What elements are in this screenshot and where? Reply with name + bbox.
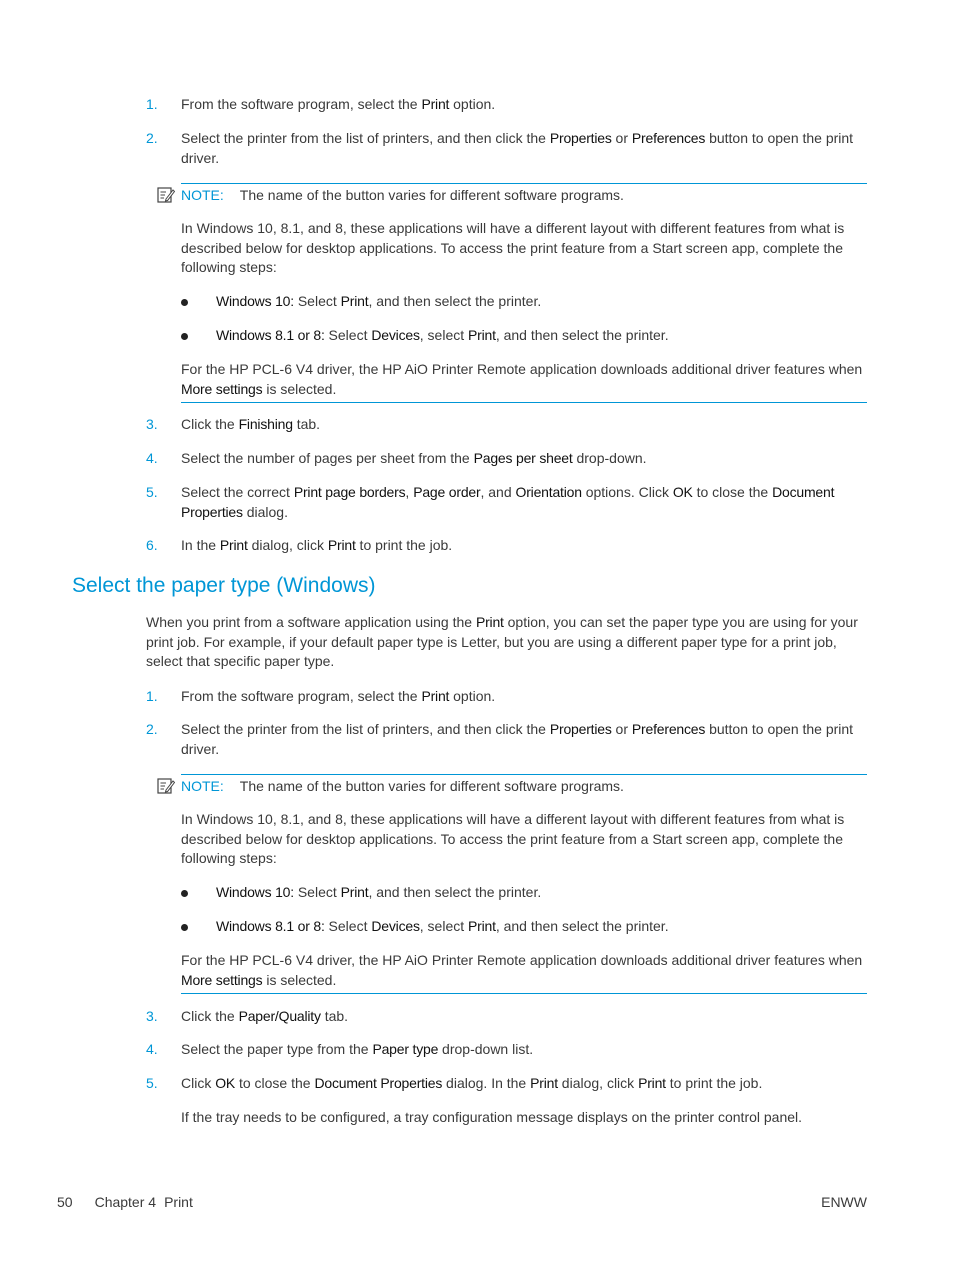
ui-term: Document Properties [314,1075,443,1091]
note-label: NOTE: [181,187,224,203]
step-text: Click the Finishing tab. [181,416,321,432]
step-number: 2. [146,130,158,146]
ui-term: Page order [413,484,481,500]
footer-section: Print [164,1194,193,1210]
bullet-dot [181,890,188,897]
ui-term: Finishing [238,416,293,432]
note-text: The name of the button varies for different software programs. [239,187,624,203]
footer-chapter: Chapter 4 [94,1194,157,1210]
step-number: 1. [146,96,158,112]
ui-term: OK [672,484,693,500]
ui-term: Paper/Quality [238,1008,321,1024]
ui-term: Devices [371,918,420,934]
step-text: Click OK to close the Document Properties dialog. In the Print dialog, click Print to print the job. [181,1075,763,1091]
step-text: Select the printer from the list of printers, and then click the Properties or Preferences button to open the print driver. [181,721,854,757]
bullet-dot [181,333,188,340]
step-number: 4. [146,450,158,466]
note-pencil-icon [157,186,175,204]
intro-paragraph: When you print from a software application using the Print option, you can set the paper type you are using for your print job. For example, if your default paper type is Letter, but you are using a different paper type for a print job, select that specific paper type. [146,614,858,669]
note-heading [181,186,624,206]
ui-term: Print [421,96,450,112]
ui-term: Print [340,884,369,900]
ui-term: Windows 8.1 or 8: [216,327,325,343]
step-number: 3. [146,416,158,432]
ui-term: Print [421,688,450,704]
step-number: 3. [146,1008,158,1024]
ui-term: Print [468,327,496,343]
note-paragraph: In Windows 10, 8.1, and 8, these applications will have a different layout with different features from what is described below for desktop applications. To access the print feature from a Start screen app, complete the following steps: [181,811,845,866]
ui-term: Print [340,293,369,309]
ui-term: Devices [371,327,420,343]
step-5-extra: If the tray needs to be configured, a tray configuration message displays on the printer control panel. [181,1109,803,1125]
bullet-dot [181,924,188,931]
step-number: 5. [146,1075,158,1091]
step-number: 1. [146,688,158,704]
ui-term: Document Properties [181,484,835,520]
step-text: From the software program, select the Print option. [181,96,496,112]
page-number: 50 [57,1194,73,1210]
note-text: The name of the button varies for different software programs. [239,778,624,794]
section-heading: Select the paper type (Windows) [72,574,376,597]
note-paragraph: For the HP PCL-6 V4 driver, the HP AiO Printer Remote application downloads additional driver features when More settings is selected. [181,952,863,988]
bullet-dot [181,299,188,306]
step-text: Select the number of pages per sheet from the Pages per sheet drop-down. [181,450,647,466]
ui-term: Windows 10: [216,884,294,900]
ui-term: Preferences [631,721,706,737]
note-paragraph: For the HP PCL-6 V4 driver, the HP AiO Printer Remote application downloads additional driver features when More settings is selected. [181,361,863,397]
note-pencil-icon [157,777,175,795]
ui-term: Print [327,537,356,553]
ui-term: More settings [181,971,263,988]
step-text: In the Print dialog, click Print to print the job. [181,537,453,553]
step-text: From the software program, select the Print option. [181,688,496,704]
ui-term: Preferences [631,130,706,146]
ui-term: Orientation [515,484,582,500]
step-text: Select the paper type from the Paper type drop-down list. [181,1041,534,1057]
step-text: Select the printer from the list of printers, and then click the Properties or Preferences button to open the print driver. [181,130,854,166]
ui-term: More settings [181,380,263,397]
ui-term: Paper type [372,1041,439,1057]
ui-term: Pages per sheet [473,450,573,466]
note-label: NOTE: [181,778,224,794]
note-paragraph: In Windows 10, 8.1, and 8, these applications will have a different layout with different features from what is described below for desktop applications. To access the print feature from a Start screen app, complete the following steps: [181,220,845,275]
ui-term: Properties [549,721,612,737]
ui-term: OK [215,1075,236,1091]
step-text: Click the Paper/Quality tab. [181,1008,349,1024]
step-number: 6. [146,537,158,553]
step-text: Select the correct Print page borders, Page order, and Orientation options. Click OK to close the Document Properties dialog. [181,484,835,520]
step-number: 5. [146,484,158,500]
footer-code: ENWW [821,1194,867,1210]
ui-term: Print [638,1075,666,1091]
ui-term: Windows 10: [216,293,294,309]
ui-term: Properties [549,130,612,146]
ui-term: Print [475,614,504,630]
step-number: 2. [146,721,158,737]
ui-term: Print [219,537,248,553]
ui-term: Print [530,1075,558,1091]
page-footer [57,1193,193,1212]
ui-term: Print page borders [293,484,406,500]
document-page: 1. From the software program, select the Print option. 2. Select the printer from the list of printers, and then click the Properties or Preferences button to open the print driver. NOTE: The name of the button varies for different software programs. In Windows 10, 8.1, and 8, these applications will have a different layout with different features from what is described below for desktop applications. To access the print feature from a Start screen app, complete the following steps: Windows 10: Select Print, and then select the printer. Windows 8.1 or 8: Select Devices, select Print, and then select the printer. For the HP PCL-6 V4 driver, the HP AiO Printer Remote application downloads additional driver features when More settings is selected. 3. Click the Finishing tab. 4. Select the number of pages per sheet from the Pages per sheet drop-down. 5. Select the correct Print page borders, Page order, and Orientation options. Click OK to close the Document Properties dialog. 6. In the Print dialog, click Print to print the job. Select the paper type (Windows) When you print from a software application using the Print option, you can set the paper type you are using for your print job. For example, if your default paper type is Letter, but you are using a different paper type for a print job, select that specific paper type. 1. From the software program, select the Print option. 2. Select the printer from the list of printers, and then click the Properties or Preferences button to open the print driver. NOTE: The name of the button varies for different software programs. In Windows 10, 8.1, and 8, these applications will have a different layout with different features from what is described below for desktop applications. To access the print feature from a Start screen app, complete the following steps: Windows 10: Select Print, and then select the printer. Windows 8.1 or 8: Select Devices, select Print, and then select the printer. For the HP PCL-6 V4 driver, the HP AiO Printer Remote application downloads additional driver features when More settings is selected. 3. Click the Paper/Quality tab. 4. Select the paper type from the Paper type drop-down list. 5. Click OK to close the Document Properties dialog. In the Print dialog, click Print to print the job. If the tray needs to be configured, a tray configuration message displays on the printer control panel. 50 Chapter 4 Print ENWW [57,96,867,1210]
note-heading [181,777,624,797]
ui-term: Windows 8.1 or 8: [216,918,325,934]
step-number: 4. [146,1041,158,1057]
ui-term: Print [468,918,496,934]
